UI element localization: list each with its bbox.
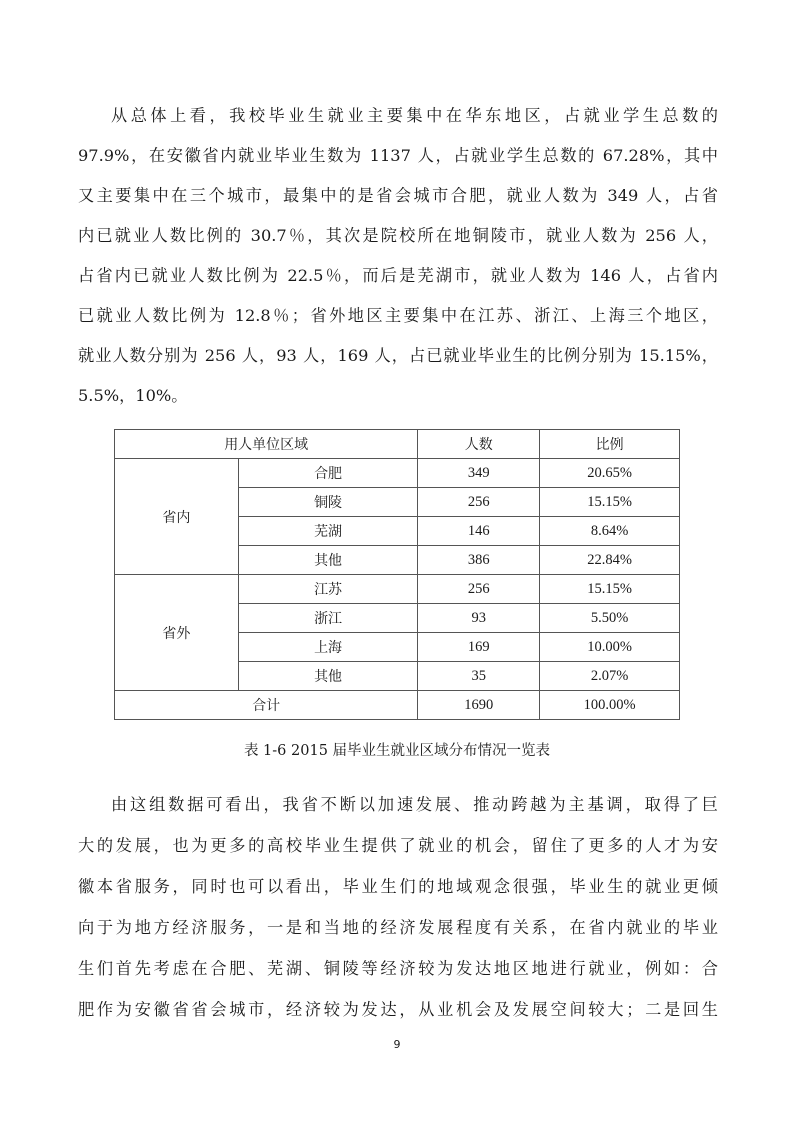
- count-cell: 256: [418, 488, 540, 517]
- city-cell: 其他: [238, 662, 418, 691]
- count-cell: 169: [418, 633, 540, 662]
- table-row: [115, 459, 680, 488]
- text-line: 97.9%，在安徽省内就业毕业生数为 1137 人，占就业学生总数的 67.28%，其中: [78, 146, 718, 165]
- text-line: 占省内已就业人数比例为 22.5％，而后是芜湖市，就业人数为 146 人，占省内: [78, 266, 718, 285]
- text-line: 由这组数据可看出，我省不断以加速发展、推动跨越为主基调，取得了巨: [111, 795, 718, 814]
- text-line: 就业人数分别为 256 人，93 人，169 人，占已就业毕业生的比例分别为 15.15%，: [78, 346, 718, 365]
- count-cell: 146: [418, 517, 540, 546]
- employment-region-table: [114, 429, 680, 720]
- text-line: 内已就业人数比例的 30.7％，其次是院校所在地铜陵市，就业人数为 256 人，: [78, 226, 718, 245]
- total-label: 合计: [115, 691, 418, 720]
- ratio-cell: 22.84%: [540, 546, 680, 575]
- text-line: 向于为地方经济服务，一是和当地的经济发展程度有关系，在省内就业的毕业: [78, 918, 718, 937]
- header-region: 用人单位区域: [115, 430, 418, 459]
- text-line: 5.5%，10%。: [78, 386, 188, 405]
- text-line: 生们首先考虑在合肥、芜湖、铜陵等经济较为发达地区地进行就业，例如：合: [78, 959, 718, 978]
- city-cell: 合肥: [238, 459, 418, 488]
- table-caption: 表 1-6 2015 届毕业生就业区域分布情况一览表: [243, 743, 551, 759]
- city-cell: 上海: [238, 633, 418, 662]
- count-cell: 349: [418, 459, 540, 488]
- header-count: 人数: [418, 430, 540, 459]
- text-line: 大的发展，也为更多的高校毕业生提供了就业的机会，留住了更多的人才为安: [78, 836, 718, 855]
- text-line: 徽本省服务，同时也可以看出，毕业生们的地域观念很强，毕业生的就业更倾: [78, 877, 718, 896]
- ratio-cell: 15.15%: [540, 575, 680, 604]
- total-ratio: 100.00%: [540, 691, 680, 720]
- city-cell: 铜陵: [238, 488, 418, 517]
- total-count: 1690: [418, 691, 540, 720]
- group-label-in-province: 省内: [115, 459, 239, 575]
- text-line: 又主要集中在三个城市，最集中的是省会城市合肥，就业人数为 349 人，占省: [78, 186, 718, 205]
- ratio-cell: 5.50%: [540, 604, 680, 633]
- ratio-cell: 8.64%: [540, 517, 680, 546]
- text-line: 从总体上看，我校毕业生就业主要集中在华东地区，占就业学生总数的: [111, 106, 718, 125]
- table-total-row: [115, 691, 680, 720]
- count-cell: 256: [418, 575, 540, 604]
- count-cell: 93: [418, 604, 540, 633]
- table-row: [115, 575, 680, 604]
- count-cell: 35: [418, 662, 540, 691]
- ratio-cell: 15.15%: [540, 488, 680, 517]
- text-line: 肥作为安徽省省会城市，经济较为发达，从业机会及发展空间较大；二是回生: [78, 1000, 718, 1019]
- group-label-out-province: 省外: [115, 575, 239, 691]
- count-cell: 386: [418, 546, 540, 575]
- text-line: 已就业人数比例为 12.8％；省外地区主要集中在江苏、浙江、上海三个地区，: [78, 306, 718, 325]
- table-header-row: [115, 430, 680, 459]
- header-ratio: 比例: [540, 430, 680, 459]
- city-cell: 江苏: [238, 575, 418, 604]
- ratio-cell: 20.65%: [540, 459, 680, 488]
- city-cell: 浙江: [238, 604, 418, 633]
- page-number: 9: [393, 1038, 401, 1051]
- city-cell: 其他: [238, 546, 418, 575]
- city-cell: 芜湖: [238, 517, 418, 546]
- ratio-cell: 10.00%: [540, 633, 680, 662]
- ratio-cell: 2.07%: [540, 662, 680, 691]
